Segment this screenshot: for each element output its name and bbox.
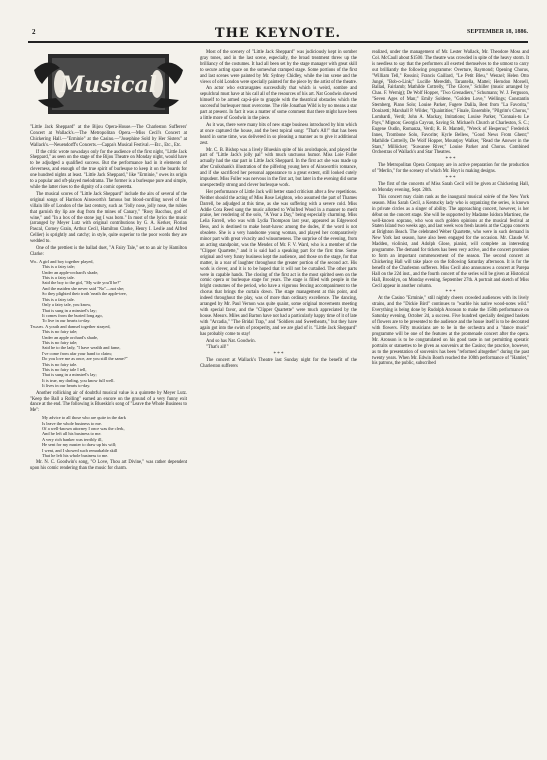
article-paragraph: An actor who extravagates successfully that which is weird, sombre and sepulchral must have at his call all of the resources of his art. Nat Goodwin showed himself to be armed cap-à-pie to grapple with the theatrical obstacles which the successful burlesquer must overcome. The rôle Jonathan Wild is by no means a star part at present. In fact it was a matter of some comment that there might have been a little more of Goodwin in the piece. xyxy=(200,86,357,121)
poem-line: So they plighted their troth 'neath the apple-tree, xyxy=(42,291,127,297)
poem-line: Wil. A girl and boy together played, xyxy=(30,258,94,264)
article-paragraph: Another rollicking air of doubtful musical value is a quintette by Meyer Lutz. "Keep the Ball a Rolling" earned an encore on the ground of a very funny exit dance at the end. The following is Blueskin's song of "Leave the Whole Business to Me": xyxy=(30,390,187,414)
section-divider: * * * xyxy=(445,176,456,182)
article-paragraph: "That's all!" xyxy=(206,345,229,351)
section-divider: * * * xyxy=(273,352,284,358)
article-paragraph: At the Casino "Erminie," still nightly cheers crowded audiences with its lively strains, and the "Dickie Bird" continues to "warble his native wood-notes wild." Everything is being done by Rudolph Aronson to make the 150th performance on Saturday evening, October 2d, a success. Five hundred specially designed baskets of flowers are to be presented to the audience and the house itself is to be decorated with flowers. Fifty musicians are to be in the orchestra and a "dance music" programme will be one of the features at the promenade concert after the opera. Mr. Aronson is to be congratulated on his good taste in not permitting operatic portraits or statuettes to be given as souvenirs at the Casino; the practice, however, as to the presentation of souvenirs has been "reformed altogether" during the past twenty years. When Mr. Edwin Booth reached the 100th performance of "Hamlet," his patrons, the public, subscribed xyxy=(372,296,529,367)
article-paragraph: Her performance of Little Jack will better stand criticism after a few repetitions. Neither should the acting of Miss Rose Leighton, who assumed the part of Thames Darrell, be adjudged at this time, as she was suffering with a severe cold. Miss Addie Cora Reed sang the music allotted to Winifred Wood in a manner to merit praise, her rendering of the solo, "A Year a Day," being especially charming. Miss Lelia Farrell, who was with Lydia Thompson last year, appeared as Edgewood Bess, and is destined to make heart-havoc among the dudes, if the word is not obsolete. She is a very handsome young woman, and played her comparatively minor part with great vivacity and winsomeness. The surprise of the evening, from an acting standpoint, was the Mendez of Mr. F. V. Ward, who is a member of the "Clipper Quartette," and it is said had a speaking part for the first time. Some original and very funny business kept the audience, and those on the stage, for that matter, in a roar of laughter throughout the greater portion of the second act. His work is clever, and it is to be hoped that it will not be curtailed. The other parts were in capable hands. The closing of the first act is the most spirited seen on the comic opera or burlesque stage for years. The stage is filled with people in the bright costumes of the period, who have a vigorous fencing accompaniment to the chorus that brings the curtain down. The stage management at this point, and indeed throughout the play, was of more than ordinary excellence. The dancing, arranged by Mr. Paul Vernon was quite quaint, some original movements meeting with special favor, and the "Clipper Quartette" were much appreciated by the house. Messrs. Miles and Barton have not had a particularly happy time of it of late with "Arcadia," "The Bridal Trap," and "Soldiers and Sweethearts," but they have again got into the swim of prosperity, and we are glad of it. "Little Jack Sheppard" has probably come to stay! xyxy=(200,189,357,337)
section-divider: * * * xyxy=(445,157,456,163)
article-paragraph: The first of the concerts of Miss Sarah Cecil will be given at Chickering Hall, on Monday evening, Sept. 20th. xyxy=(372,182,529,194)
poem-line: Is leave the whole business to me. xyxy=(42,420,102,426)
poem-line: Under an apple orchard's shade, xyxy=(42,334,99,340)
article-paragraph: Most of the scenery of "Little Jack Sheppard" was judiciously kept in somber gray tones, and in the last scene, especially, the broad treatment threw up the brilliancy of the costumes. It had all been set by the stage manager with great skill to secure acting space on the somewhat cramped stage. Some portions of the first and last scenes were painted by Mr. Sydney Chidley, while the inn scene and the views of old London were specially painted for the piece by the artist of the theatre. xyxy=(200,50,357,85)
article-paragraph: Mr. N. C. Goodwin's song, "O Love, Thou art Divine," was rather dependent upon his comic rendering than the music for charm. xyxy=(30,460,187,472)
poem-line: A very rich banker was terribly ill, xyxy=(42,436,103,442)
poem-line: This is a fairy tale; xyxy=(42,264,75,270)
poem-line: It comes from the buried long ago, xyxy=(42,312,103,318)
poem-line: That he left his whole business to me. xyxy=(42,453,109,459)
poem-line: That is sung in a minstrel's lay; xyxy=(42,372,97,378)
poem-line: This is no fairy tale I tell, xyxy=(42,366,87,372)
column-3 xyxy=(372,50,529,368)
article-paragraph: The concert at Wallack's Theatre last Sunday night for the benefit of the Charleston sufferers xyxy=(200,358,357,370)
poem-line: This is no fairy tale; xyxy=(42,329,78,335)
newspaper-title: THE KEYNOTE. xyxy=(214,26,342,41)
musical-banner-illustration xyxy=(30,50,187,118)
article-paragraph: The Metropolitan Opera Company are in active preparation for the production of "Merlin," for the scenery of which Mr. Hoyt is making designs. xyxy=(372,163,529,175)
fairy-tale-poem xyxy=(30,258,187,389)
poem-line: That is sung in a minstrel's lay; xyxy=(42,307,97,313)
poem-line: Said the boy to the girl, "My wife you'll be?" xyxy=(42,280,122,286)
poem-line: It is true, my darling, you know full well. xyxy=(42,377,115,383)
masthead-rule xyxy=(28,41,528,43)
section-headline: "Little Jack Sheppard" at the Bijou Opera-House.—The Charleston Sufferers' Concert at Wallack's.—The Metropolitan Opera.—Miss Cecil's Concert at Chickering Hall.—"Erminie" at the Casino.—"Josephine Sold by Her Sisters" at Wallack's.—Neuendorff's Concerts.—Cappa's Musical Festival.—Etc., Etc., Etc. xyxy=(30,124,187,148)
section-divider: * * * xyxy=(445,290,456,296)
poem-line: This is no fairy tale; xyxy=(42,339,78,345)
column-2 xyxy=(200,50,357,371)
poem-line: To live in our hearts to-day. xyxy=(42,318,91,324)
poem-line: I went, and I showed such remarkable skill xyxy=(42,447,118,453)
poem-line: And he left all his business to me. xyxy=(42,431,102,437)
poem-line: Under an apple-orchard's shade, xyxy=(42,269,99,275)
poem-line: Do you love me as once, are you still the same?" xyxy=(42,356,128,362)
poem-line: This is no fairy tale. xyxy=(42,361,78,367)
poem-line: He sent for my master to draw up his will; xyxy=(42,442,117,448)
poem-line: This is a fairy tale. xyxy=(42,275,75,281)
article-paragraph: The musical scores of "Little Jack Sheppard" include the airs of several of the original songs of Harrison Ainsworth's famous but blood-curdling novel of the villain life of London of the last century, such as "Jolly nose, jolly nose, the rubies that garnish thy lip are dug from the mines of Canary," "Rosy Bacchus, god of wine," and "In a box of the stone jug I was born." In most of the lyrics the music (arranged by Meyer Lutz with original contributions by G. A. Kerker, Florian Pascal, Corney Grain, Arthur Cecil, Hamilton Clarke, Henry I. Leslie and Alfred Cellier) is sprightly and catchy; in style, quite superior to the poor words they are wedded to. xyxy=(30,191,187,245)
article-paragraph: This concert may claim rank as the inaugural musical soirée of the New York season. Miss Sarah Cecil, a Kentucky lady who is organizing the series, is known in private circles as a singer of ability. The approaching concert, however, is her début on the concert stage. She will be supported by Madame Isidora Martinez, the well-known soprano, who won such golden opinions at the musical festival at Staten Island two weeks ago, and last week won fresh laurels at the Cappa concerts at Brighton Beach. The celebrated Weber Quartette, who were in such demand in New York last season, have also been engaged for the occasion. Mr. Claude W. Madden, violinist, and Adolph Glose, pianist, will complete an interesting programme. The demand for tickets has been very active, and the concert promises to form an important commencement of the season. The second concert at Chickering Hall will take place on the following Saturday afternoon. It is for the benefit of the Charleston sufferers. Miss Cecil also announces a concert at Parepa Hall on the 22d inst., and the fourth concert of the series will be given at Historical Hall, Brooklyn, on Monday evening, September 27th. A portrait and sketch of Miss Cecil appear in another column. xyxy=(372,194,529,289)
poem-line: I've come from afar your hand to claim; xyxy=(42,350,112,356)
article-paragraph: And so has Nat. Goodwin. xyxy=(206,338,256,344)
poem-line: Said he to the lady, "I have wealth and fame, xyxy=(42,345,121,351)
article-paragraph: One of the prettiest is the ballad duet, "A Fairy Tale," set to an air by Hamilton Clarke: xyxy=(30,246,187,257)
poem-line: Thames. A youth and damsel together strayed, xyxy=(30,323,111,329)
issue-date: SEPTEMBER 18, 1886. xyxy=(466,29,528,35)
poem-line: My advice to all those who are quite in the dark xyxy=(42,415,126,421)
article-paragraph: As it was, there were many bits of new stage business introduced by him which at once captured the house, and the best topical song: "That's All!" that has been heard in some time, was delivered in so pleasing a manner as to give it additional zest. xyxy=(200,122,357,146)
poem-line: This is a fairy tale. xyxy=(42,296,75,302)
column-1 xyxy=(30,50,187,473)
poem-line: Of a well-known attorney I once was the clerk, xyxy=(42,426,125,432)
masthead xyxy=(28,26,528,40)
article-paragraph: If the critic wrote nowadays only for the audience of the first night, "Little Jack Sheppard," as seen on the stage of the Bijou Theatre on Monday night, would have to be adjudged a qualified success. But the performance had in it elements of cleverness, and enough of the true spirit of burlesque to keep it on the boards for one hundred nights at least. "Little Jack Sheppard," like "Erminie," owes its origin to a popular and oft-played melodrama. The former is a burlesque pure and simple, while the latter rises to the dignity of a comic operetta. xyxy=(30,149,187,190)
page-number: 2 xyxy=(32,28,36,36)
article-paragraph: Mr. C. B. Bishop was a lively Blueskin spite of his avoirdupois, and played the part of "Little Jack's jolly pal" with much unctuous humor. Miss Loie Fuller actually had the star part in Little Jack Sheppard. In the first act she was made up after Cruikshank's illustration of the pilfering young hero of Ainsworth's romance, and if she sacrificed her personal appearance to a great extent, still looked cutely impudent. Miss Fuller was nervous in the first act, but later in the evening did some unexpectedly strong and clever burlesque work. xyxy=(200,147,357,188)
poem-line: Only a fairy tale, you know, xyxy=(42,302,92,308)
article-paragraph: realized, under the management of Mr. Lester Wallack, Mr. Theodore Moss and Col. McCaull about $1500. The theatre was crowded in spite of the heavy storm. It is needless to say that the performers all exerted themselves to the utmost to carry out brilliantly the following programme: Overture, Raymond; Opening Chorus, "William Tell," Rossini; Francis Gaillard, "Le Petit Bleu," Wenzel; Helen Otto Jungé, "Bob-o-Link;" Lucille Meredith, Tarantella, Mattei; Herndon Morsell, Ballad, Fairlamb; Mathilde Cottrelly, "The Glove," Schiller (music arranged by Chas. F. Wernig); De Wolf Hopper, "Two Grenadiers," Schumann; W. J. Ferguson, "Seven Ages of Man;" Emily Soldene, "Golden Love," Wellings; Constantin Sternberg, Piano Solo; Louise Parker, Fugere Dalila, Best from "La Favorita," Donizetti; Marshall P. Wilder, "Quaintities;" Finale, Ensemble, "Pilgrim's Chorus," Lombardi, Verdi; John A. Mackay, Imitations; Louise Parker, "Connais-tu Le Pays," Mignon; Georgia Cayvan, Saving St. Michael's Church at Charleston, S. C.; Eugene Oudin, Romanza, Verdi; R. B. Mantell, "Wreck of Hesperus;" Frederick Innes, Trombone Solo, Favorite; Kyrle Bellew, "Good News From Ghent;" Mathilde Cottrelly, De Wolf Hopper, Mountjoy Walker, "Read the Answer in the Stars," Millöcker; "Suwanee River," Louise Parker and Chorus. Combined Orchestras of Wallack's and Star Theatres. xyxy=(372,50,529,156)
musical-banner-word: Musical xyxy=(59,72,158,98)
poem-line: It lives in our hearts to-day. xyxy=(42,383,91,389)
blueskin-song xyxy=(42,415,187,458)
poem-line: And the maiden she never said "No"—not she; xyxy=(42,285,125,291)
